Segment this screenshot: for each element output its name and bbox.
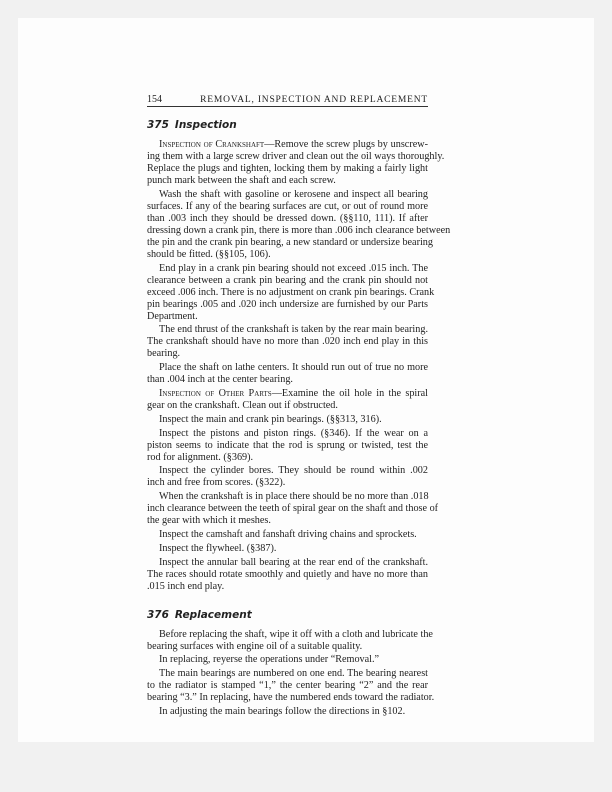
paragraph-lead: Inspection of Other Parts <box>159 387 272 399</box>
paragraph <box>147 491 439 527</box>
text-line: Replace the plugs and tighten, locking them by making a fairly light <box>147 163 428 174</box>
section-heading <box>147 609 428 621</box>
text-line: pin bearings .005 and .020 inch undersize are furnished by our Parts <box>147 298 428 310</box>
text-line: bearing. <box>147 348 181 360</box>
text-line: The races should rotate smoothly and quietly and have no more than <box>147 568 428 580</box>
text-line: bearing “3.” In replacing, have the numbered ends toward the radiator. <box>147 692 435 704</box>
section-number: 375 <box>147 119 169 131</box>
paragraph <box>147 465 428 489</box>
paragraph <box>147 557 428 593</box>
text-line: gear on the crankshaft. Clean out if obstructed. <box>147 399 338 411</box>
text-line: ing them with a large screw driver and clean out the oil ways thoroughly. <box>147 151 445 162</box>
text-line: Inspect the camshaft and fanshaft driving chains and sprockets. <box>159 528 417 540</box>
text-line <box>147 139 428 151</box>
text-line: The main bearings are numbered on one end. The bearing nearest <box>159 668 428 680</box>
text-line: The crankshaft should have no more than .020 inch end play in this <box>147 336 428 348</box>
text-line: Place the shaft on lathe centers. It should run out of true no more <box>159 362 428 374</box>
text-line: inch and free from scores. (§322). <box>147 477 286 489</box>
text-line: than .003 inch they should be dressed down. (§§110, 111). If after <box>147 212 428 224</box>
text-line: Wash the shaft with gasoline or kerosene and inspect all bearing <box>159 188 428 200</box>
line-text: —Remove the screw plugs by unscrew- <box>264 139 428 150</box>
text-line: to the radiator is stamped “1,” the center bearing “2” and the rear <box>147 680 428 692</box>
paragraph <box>147 628 433 653</box>
text-line: the pin and the crank pin bearing, a new standard or undersize bearing <box>147 236 433 248</box>
text-line: Inspect the annular ball bearing at the rear end of the crankshaft. <box>159 556 428 568</box>
paragraph <box>147 428 428 464</box>
section-heading <box>147 119 428 131</box>
text-line: Inspect the cylinder bores. They should be round within .002 <box>159 465 428 477</box>
text-line <box>147 388 428 400</box>
text-line: Before replacing the shaft, wipe it off with a cloth and lubricate the <box>159 628 433 640</box>
section-title: Replacement <box>174 608 252 621</box>
text-line: Department. <box>147 310 198 322</box>
paragraph <box>147 188 451 261</box>
text-line: When the crankshaft is in place there should be no more than .018 <box>159 491 429 503</box>
text-line: than .004 inch at the center bearing. <box>147 374 293 386</box>
line-text: —Examine the oil hole in the spiral <box>271 387 428 399</box>
text-line: Inspect the pistons and piston rings. (§346). If the wear on a <box>159 427 428 439</box>
text-line: Inspect the flywheel. (§387). <box>159 542 277 554</box>
text-line: surfaces. If any of the bearing surfaces are cut, or out of round more <box>147 200 428 212</box>
text-line: bearing surfaces with engine oil of a suitable quality. <box>147 640 363 652</box>
text-line: In replacing, reyerse the operations under “Removal.” <box>159 654 380 666</box>
running-title: REMOVAL, INSPECTION AND REPLACEMENT <box>200 95 428 105</box>
paragraph <box>147 139 445 187</box>
paragraph <box>147 668 435 704</box>
text-line: piston seems to indicate that the rod is sprung or twisted, test the <box>147 439 428 451</box>
paragraph <box>147 543 428 555</box>
running-header <box>147 94 428 107</box>
text-line: exceed .006 inch. There is no adjustment on crank pin bearings. Crank <box>147 286 435 298</box>
text-line: the gear with which it meshes. <box>147 515 271 527</box>
paragraph <box>147 362 428 386</box>
body-text <box>147 119 451 718</box>
paragraph <box>147 654 428 666</box>
paragraph <box>147 706 428 718</box>
text-line: clearance between a crank pin bearing and the crank pin should not <box>147 274 428 286</box>
page-number: 154 <box>147 94 162 105</box>
text-line: The end thrust of the crankshaft is taken by the rear main bearing. <box>159 324 428 336</box>
paragraph-lead: Inspection of Crankshaft <box>159 139 265 150</box>
paragraph <box>147 414 428 426</box>
paragraph <box>147 262 435 323</box>
text-line: Inspect the main and crank pin bearings. (§§313, 316). <box>159 413 382 425</box>
text-line: rod for alignment. (§369). <box>147 451 254 463</box>
text-line: inch clearance between the teeth of spiral gear on the shaft and those of <box>147 503 439 515</box>
paragraph <box>147 388 428 412</box>
text-line: punch mark between the shaft and each screw. <box>147 175 336 186</box>
text-line: In adjusting the main bearings follow the directions in §102. <box>159 705 406 717</box>
section-376 <box>147 608 435 718</box>
text-line: should be fitted. (§§105, 106). <box>147 248 271 260</box>
text-line: .015 inch end play. <box>147 580 225 592</box>
text-line: End play in a crank pin bearing should not exceed .015 inch. The <box>159 262 428 274</box>
document-page <box>18 18 594 742</box>
paragraph <box>147 324 428 360</box>
section-number: 376 <box>147 608 169 621</box>
section-375 <box>147 119 451 593</box>
paragraph <box>147 529 428 541</box>
section-title: Inspection <box>174 119 237 131</box>
text-line: dressing down a crank pin, there is more than .006 inch clearance between <box>147 224 451 236</box>
